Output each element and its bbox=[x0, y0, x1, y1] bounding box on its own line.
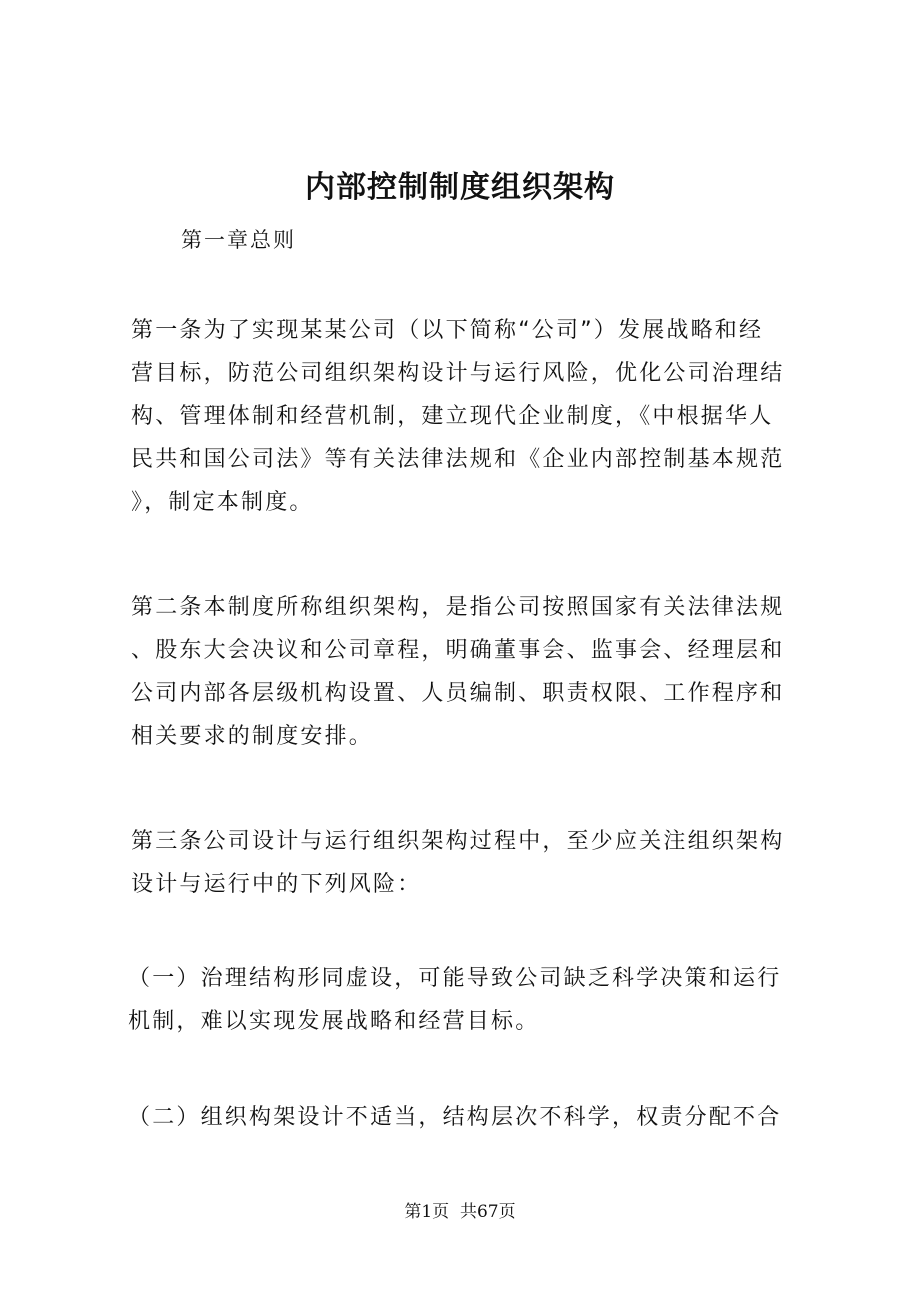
paragraph-risk-1 bbox=[128, 957, 798, 1043]
paragraph-risk-2 bbox=[128, 1096, 798, 1139]
paragraph-line: （一）治理结构形同虚设，可能导致公司缺乏科学决策和运行 bbox=[128, 966, 782, 991]
page-footer bbox=[0, 1199, 920, 1225]
paragraph-line: 民共和国公司法》等有关法律法规和《企业内部控制基本规范 bbox=[131, 447, 785, 472]
paragraph-line: 第二条本制度所称组织架构，是指公司按照国家有关法律法规 bbox=[131, 595, 785, 620]
paragraph-article-3 bbox=[131, 820, 797, 906]
paragraph-line: 第三条公司设计与运行组织架构过程中，至少应关注组织架构 bbox=[131, 829, 785, 854]
paragraph-line: 构、管理体制和经营机制，建立现代企业制度，《中根据华人 bbox=[131, 404, 774, 429]
document-title: 内部控制制度组织架构 bbox=[305, 170, 615, 205]
paragraph-line: 、股东大会决议和公司章程，明确董事会、监事会、经理层和 bbox=[131, 638, 785, 663]
paragraph-line: （二）组织构架设计不适当，结构层次不科学，权责分配不合 bbox=[128, 1105, 782, 1130]
chapter-heading: 第一章总则 bbox=[181, 228, 296, 252]
paragraph-line: 》，制定本制度。 bbox=[131, 490, 314, 515]
paragraph-line: 机制，难以实现发展战略和经营目标。 bbox=[128, 1009, 540, 1034]
paragraph-line: 营目标，防范公司组织架构设计与运行风险，优化公司治理结 bbox=[131, 361, 785, 386]
page-number-label: 第1页 共67页 bbox=[404, 1202, 516, 1222]
paragraph-line: 设计与运行中的下列风险： bbox=[131, 872, 422, 897]
paragraph-line: 公司内部各层级机构设置、人员编制、职责权限、工作程序和 bbox=[131, 681, 785, 706]
paragraph-article-1 bbox=[131, 309, 797, 524]
paragraph-line: 第一条为了实现某某公司（以下简称“公司”）发展战略和经 bbox=[131, 318, 764, 343]
paragraph-line: 相关要求的制度安排。 bbox=[131, 724, 374, 749]
paragraph-article-2 bbox=[131, 586, 797, 758]
